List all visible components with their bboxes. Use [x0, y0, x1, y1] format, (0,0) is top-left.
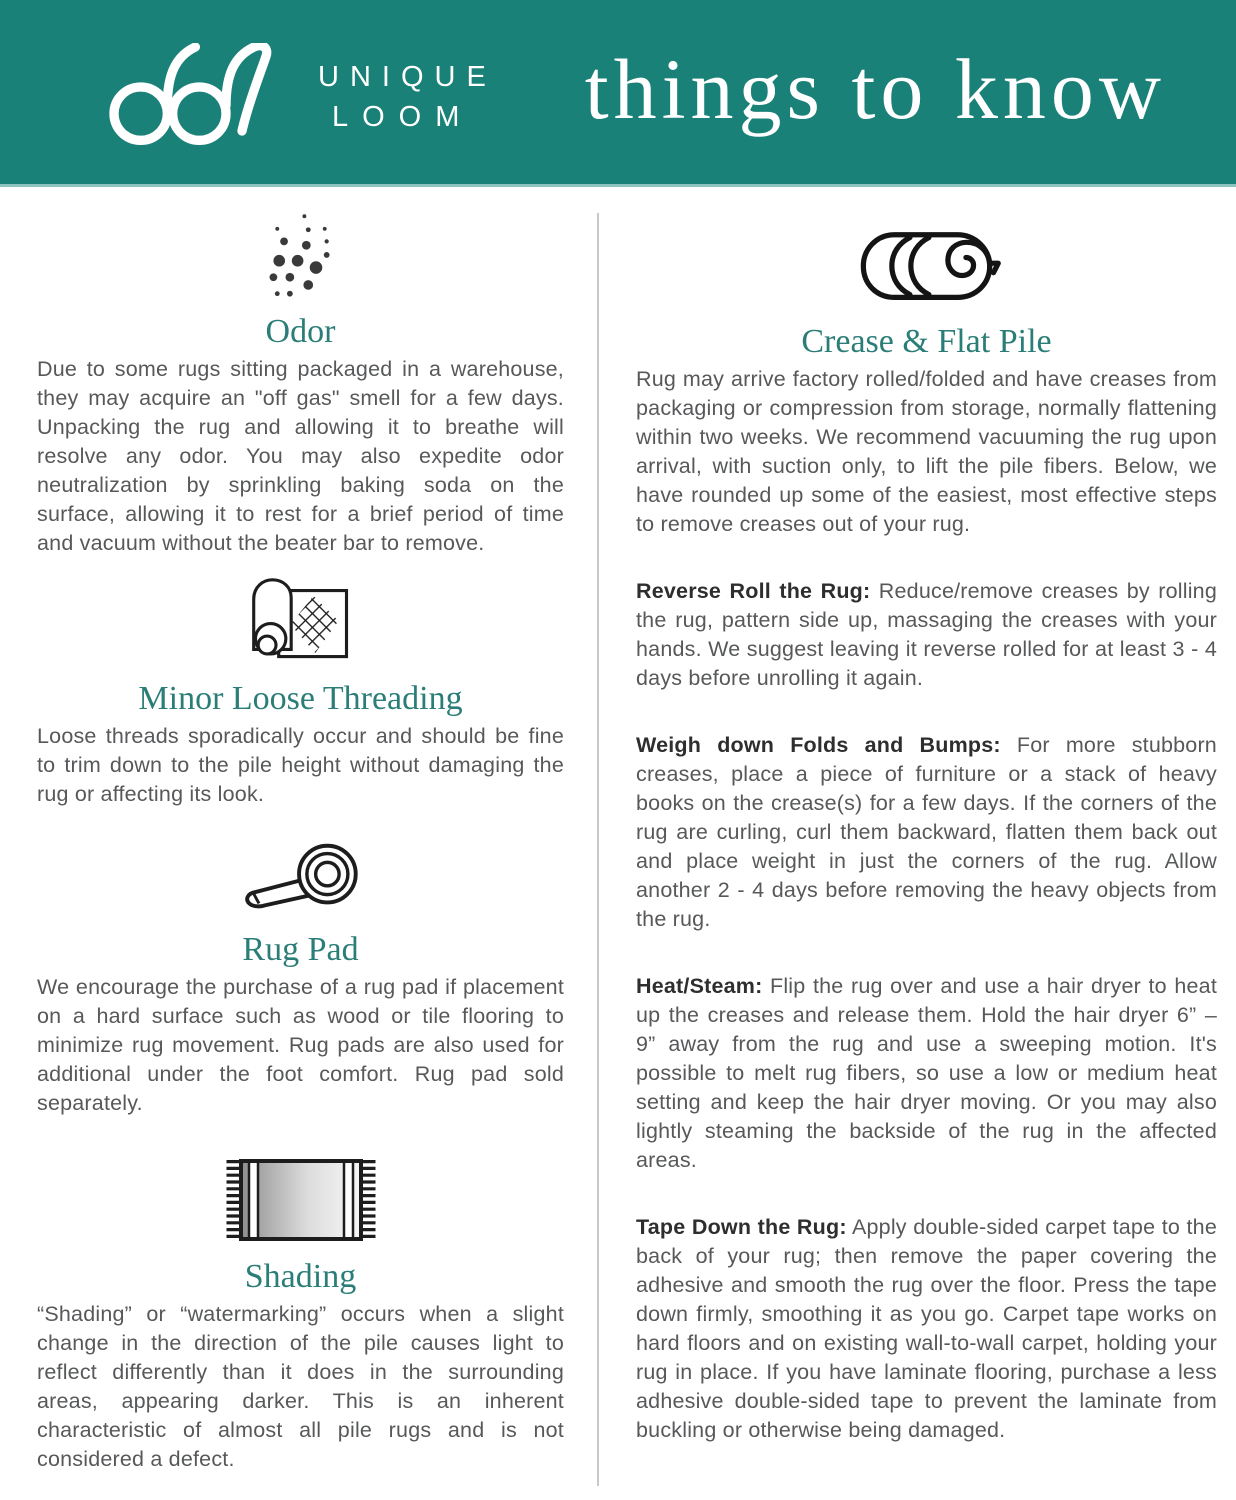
tip-weigh-down-text: For more stubborn creases, place a piece of furniture or a stack of heavy books on the crease(s) for a few days. If the corners of the rug are curling, curl them backward, flatten them back out and place weight in just the corners of the rug. Allow another 2 - 4 days before removing the heavy objects from the rug.: [636, 733, 1217, 931]
right-column: [636, 203, 1217, 1486]
section-body-rug-pad: We encourage the purchase of a rug pad if placement on a hard surface such as wood or tile flooring to minimize rug movement. Rug pads are also used for additional under the foot comfort. Rug pad sold separately.: [37, 975, 564, 1115]
tip-heat-steam-label: Heat/Steam:: [636, 974, 763, 998]
column-divider: [597, 213, 599, 1486]
tip-reverse-roll-label: Reverse Roll the Rug:: [636, 579, 871, 603]
section-body-odor: Due to some rugs sitting packaged in a warehouse, they may acquire an "off gas" smell for a few days. Unpacking the rug and allowing it to breathe will resolve any odor. You may also expedite odor neutralization by sprinkling baking soda on the surface, allowing it to rest for a brief period of time and vacuum without the beater bar to remove.: [37, 357, 564, 555]
unique-loom-logo-icon: [104, 43, 292, 147]
scattered-dots-odor-icon: [255, 203, 347, 303]
brand-line2: LOOM: [332, 101, 474, 133]
tip-heat-steam: [636, 972, 1217, 1175]
tip-tape-down-label: Tape Down the Rug:: [636, 1215, 847, 1239]
section-heading-rug-pad: Rug Pad: [242, 931, 359, 968]
section-odor: [37, 203, 564, 558]
tip-tape-down: [636, 1213, 1217, 1445]
section-shading: [37, 1152, 564, 1474]
rolled-rug-crosshatch-icon: [243, 570, 359, 670]
brand-name: [318, 57, 497, 137]
section-heading-crease: Crease & Flat Pile: [801, 323, 1052, 360]
tip-heat-steam-text: Flip the rug over and use a hair dryer to heat up the creases and release them. Hold the hair dryer 6” – 9” away from the rug and use a sweeping motion. It's possible to melt rug fibers, so use a low or medium heat setting and keep the hair dryer moving. Or you may also lightly steaming the backside of the rug in the affected areas.: [636, 974, 1217, 1172]
section-body-shading: “Shading” or “watermarking” occurs when a slight change in the direction of the pile causes light to reflect differently than it does in the surrounding areas, appearing darker. This is an inherent characteristic of almost all pile rugs and is not considered a defect.: [37, 1302, 564, 1471]
left-column: [37, 203, 564, 1486]
section-body-threading: Loose threads sporadically occur and should be fine to trim down to the pile height without damaging the rug or affecting its look.: [37, 724, 564, 806]
fringed-rug-shading-icon: [226, 1152, 376, 1248]
tip-weigh-down-label: Weigh down Folds and Bumps:: [636, 733, 1001, 757]
tip-weigh-down: [636, 731, 1217, 934]
page-header: [0, 0, 1236, 187]
tip-reverse-roll-text: Reduce/remove creases by rolling the rug, pattern side up, massaging the creases with your hands. We suggest leaving it reverse rolled for at least 3 - 4 days before unrolling it again.: [636, 579, 1217, 690]
tip-tape-down-text: Apply double-sided carpet tape to the back of your rug; then remove the paper covering the adhesive and smooth the rug over the floor. Press the tape down firmly, smoothing it as you go. Carpet tape works on hard floors and on existing wall-to-wall carpet, holding your rug in place. If you have laminate flooring, purchase a less adhesive double-sided tape to prevent the laminate from buckling or otherwise being damaged.: [636, 1215, 1217, 1442]
section-heading-odor: Odor: [265, 313, 336, 350]
rug-pad-roll-icon: [237, 835, 365, 921]
crease-intro: Rug may arrive factory rolled/folded and have creases from packaging or compression from storage, normally flattening within two weeks. We recommend vacuuming the rug upon arrival, with suction only, to lift the pile fibers. Below, we have rounded up some of the easiest, most effective steps to remove creases out of your rug.: [636, 367, 1217, 536]
section-minor-loose-threading: [37, 570, 564, 809]
content-area: [0, 187, 1236, 1486]
section-rug-pad: [37, 835, 564, 1118]
brand-line1: UNIQUE: [318, 60, 497, 93]
page-title: things to know: [584, 41, 1166, 137]
tip-reverse-roll: [636, 577, 1217, 693]
rolled-rug-side-spiral-icon: [851, 227, 1003, 307]
section-heading-threading: Minor Loose Threading: [138, 680, 463, 717]
section-heading-shading: Shading: [244, 1258, 357, 1295]
